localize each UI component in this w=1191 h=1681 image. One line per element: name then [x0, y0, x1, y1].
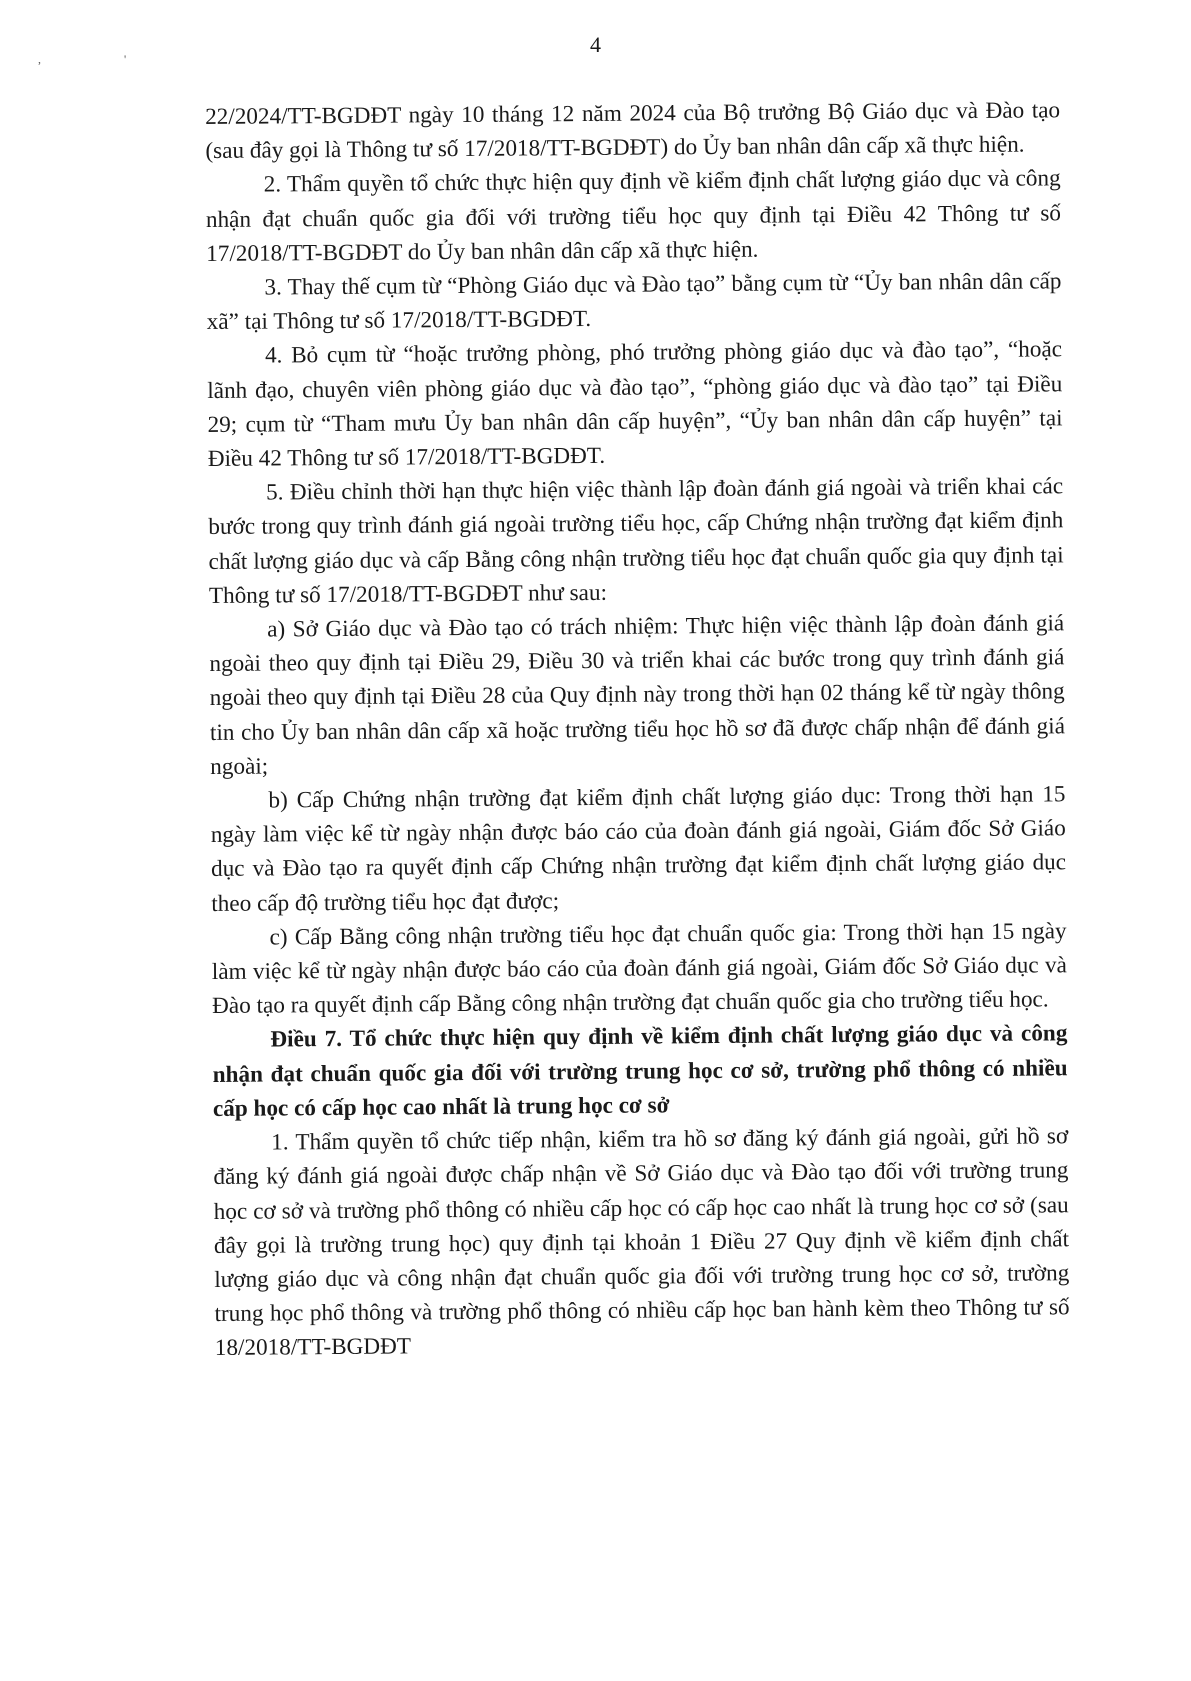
paragraph-continuation: 22/2024/TT-BGDĐT ngày 10 tháng 12 năm 2024 của Bộ trưởng Bộ Giáo dục và Đào tạo (sau đây gọi là Thông tư số 17/2018/TT-BGDĐT) do Ủy ban nhân dân cấp xã thực hiện.: [205, 97, 1061, 165]
paragraph-item-5b: b) Cấp Chứng nhận trường đạt kiểm định chất lượng giáo dục: Trong thời hạn 15 ngày làm việc kể từ ngày nhận được báo cáo của đoàn đánh giá ngoài, Giám đốc Sở Giáo dục và Đào tạo ra quyết định cấp Chứng nhận trường đạt kiểm định chất lượng giáo dục theo cấp độ trường tiểu học đạt được;: [210, 781, 1067, 917]
paragraph-item-5: 5. Điều chỉnh thời hạn thực hiện việc thành lập đoàn đánh giá ngoài và triển khai các bước trong quy trình đánh giá ngoài trường tiểu học, cấp Chứng nhận trường đạt kiểm định chất lượng giáo dục và cấp Bằng công nhận trường tiểu học đạt chuẩn quốc gia quy định tại Thông tư số 17/2018/TT-BGDĐT như sau:: [208, 473, 1064, 609]
paragraph-item-2: 2. Thẩm quyền tổ chức thực hiện quy định về kiểm định chất lượng giáo dục và công nhận đạt chuẩn quốc gia đối với trường tiểu học quy định tại Điều 42 Thông tư số 17/2018/TT-BGDĐT do Ủy ban nhân dân cấp xã thực hiện.: [205, 165, 1062, 267]
paragraph-item-3: 3. Thay thế cụm từ “Phòng Giáo dục và Đào tạo” bằng cụm từ “Ủy ban nhân dân cấp xã” tại Thông tư số 17/2018/TT-BGDĐT.: [206, 268, 1062, 336]
document-body: [205, 93, 1070, 1365]
margin-marks: , ': [38, 52, 167, 66]
page-number: 4: [590, 32, 601, 57]
paragraph-item-5c: c) Cấp Bằng công nhận trường tiểu học đạt chuẩn quốc gia: Trong thời hạn 15 ngày làm việc kể từ ngày nhận được báo cáo của đoàn đánh giá ngoài, Giám đốc Sở Giáo dục và Đào tạo ra quyết định cấp Bằng công nhận trường đạt chuẩn quốc gia cho trường tiểu học.: [211, 918, 1067, 1020]
article-7-heading: Điều 7. Tổ chức thực hiện quy định về kiểm định chất lượng giáo dục và công nhận đạt chuẩn quốc gia đối với trường trung học cơ sở, trường phổ thông có nhiều cấp học có cấp học cao nhất là trung học cơ sở: [212, 1020, 1068, 1122]
paragraph-item-4: 4. Bỏ cụm từ “hoặc trưởng phòng, phó trưởng phòng giáo dục và đào tạo”, “hoặc lãnh đạo, chuyên viên phòng giáo dục và đào tạo”, “phòng giáo dục và đào tạo” tại Điều 29; cụm từ “Tham mưu Ủy ban nhân dân cấp huyện”, “Ủy ban nhân dân cấp huyện” tại Điều 42 Thông tư số 17/2018/TT-BGDĐT.: [207, 336, 1063, 473]
article-7-item-1: 1. Thẩm quyền tổ chức tiếp nhận, kiểm tra hồ sơ đăng ký đánh giá ngoài, gửi hồ sơ đăng ký đánh giá ngoài được chấp nhận về Sở Giáo dục và Đào tạo đối với trường trung học cơ sở và trường phổ thông có nhiều cấp học có cấp học cao nhất là trung học cơ sở (sau đây gọi là trường trung học) quy định tại khoản 1 Điều 27 Quy định về kiểm định chất lượng giáo dục và công nhận đạt chuẩn quốc gia đối với trường trung học cơ sở, trường trung học phổ thông và trường phổ thông có nhiều cấp học ban hành kèm theo Thông tư số 18/2018/TT-BGDĐT: [213, 1123, 1070, 1362]
paragraph-item-5a: a) Sở Giáo dục và Đào tạo có trách nhiệm: Thực hiện việc thành lập đoàn đánh giá ngoài theo quy định tại Điều 29, Điều 30 và triển khai các bước trong quy trình đánh giá ngoài theo quy định tại Điều 28 của Quy định này trong thời hạn 02 tháng kể từ ngày thông tin cho Ủy ban nhân dân cấp xã hoặc trường tiểu học hồ sơ đã được chấp nhận để đánh giá ngoài;: [209, 610, 1066, 780]
